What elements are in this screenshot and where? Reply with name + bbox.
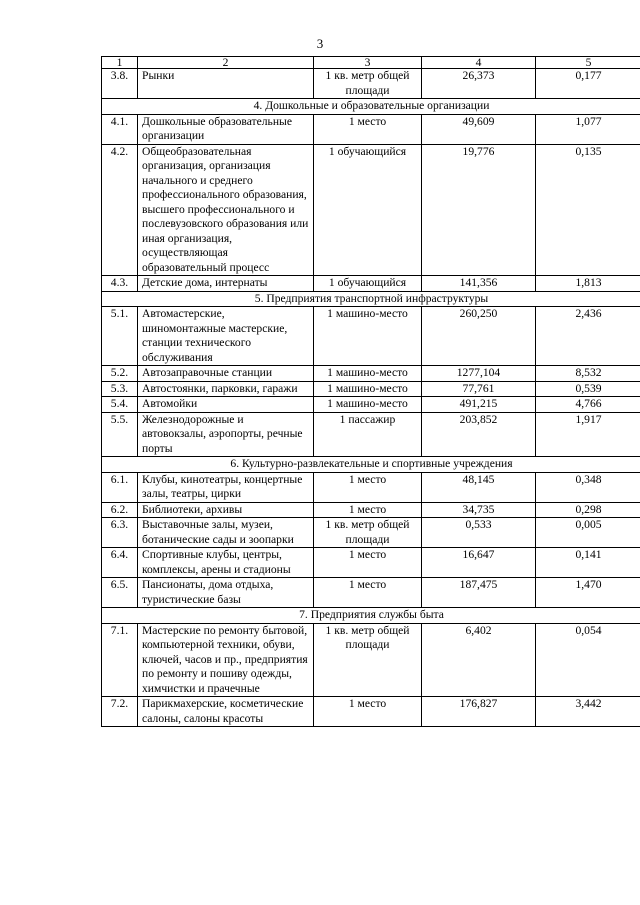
section-title: 6. Культурно-развлекательные и спортивные учреждения (102, 457, 640, 473)
section-title: 4. Дошкольные и образовательные организации (102, 99, 640, 115)
unit-cell: 1 кв. метр общей площади (314, 518, 422, 548)
value-col5-cell: 1,917 (536, 412, 640, 457)
object-type-cell: Спортивные клубы, центры, комплексы, арены и стадионы (138, 548, 314, 578)
section-header-row (102, 457, 640, 473)
table-row (102, 397, 640, 413)
row-number-cell: 6.1. (102, 472, 138, 502)
value-col5-cell: 3,442 (536, 697, 640, 727)
value-col5-cell: 1,813 (536, 276, 640, 292)
object-type-cell: Клубы, кинотеатры, концертные залы, театры, цирки (138, 472, 314, 502)
row-number-cell: 6.2. (102, 502, 138, 518)
value-col5-cell: 2,436 (536, 307, 640, 366)
object-type-cell: Автозаправочные станции (138, 366, 314, 382)
unit-cell: 1 место (314, 548, 422, 578)
table-row (102, 381, 640, 397)
value-col5-cell: 1,470 (536, 578, 640, 608)
value-col4-cell: 176,827 (422, 697, 536, 727)
value-col5-cell: 0,005 (536, 518, 640, 548)
value-col5-cell: 0,141 (536, 548, 640, 578)
object-type-cell: Автомойки (138, 397, 314, 413)
table-header-row (102, 57, 640, 69)
unit-cell: 1 кв. метр общей площади (314, 623, 422, 697)
object-type-cell: Библиотеки, архивы (138, 502, 314, 518)
row-number-cell: 6.4. (102, 548, 138, 578)
header-cell: 2 (138, 57, 314, 69)
table-row (102, 623, 640, 697)
unit-cell: 1 машино-место (314, 366, 422, 382)
value-col5-cell: 0,539 (536, 381, 640, 397)
unit-cell: 1 машино-место (314, 307, 422, 366)
value-col4-cell: 203,852 (422, 412, 536, 457)
value-col4-cell: 141,356 (422, 276, 536, 292)
header-cell: 4 (422, 57, 536, 69)
object-type-cell: Парикмахерские, косметические салоны, салоны красоты (138, 697, 314, 727)
row-number-cell: 5.4. (102, 397, 138, 413)
value-col4-cell: 34,735 (422, 502, 536, 518)
value-col5-cell: 0,177 (536, 69, 640, 99)
header-cell: 1 (102, 57, 138, 69)
table-row (102, 578, 640, 608)
table-row (102, 697, 640, 727)
section-header-row (102, 99, 640, 115)
value-col4-cell: 77,761 (422, 381, 536, 397)
section-header-row (102, 291, 640, 307)
value-col5-cell: 4,766 (536, 397, 640, 413)
value-col5-cell: 0,135 (536, 144, 640, 276)
header-cell: 3 (314, 57, 422, 69)
table-row (102, 366, 640, 382)
unit-cell: 1 место (314, 114, 422, 144)
object-type-cell: Железнодорожные и автовокзалы, аэропорты, речные порты (138, 412, 314, 457)
table-row (102, 144, 640, 276)
unit-cell: 1 обучающийся (314, 276, 422, 292)
table-row (102, 69, 640, 99)
section-header-row (102, 608, 640, 624)
value-col4-cell: 187,475 (422, 578, 536, 608)
table-row (102, 114, 640, 144)
object-type-cell: Пансионаты, дома отдыха, туристические базы (138, 578, 314, 608)
value-col4-cell: 26,373 (422, 69, 536, 99)
value-col5-cell: 0,298 (536, 502, 640, 518)
object-type-cell: Автомастерские, шиномонтажные мастерские, станции технического обслуживания (138, 307, 314, 366)
table-row (102, 548, 640, 578)
row-number-cell: 6.5. (102, 578, 138, 608)
header-cell: 5 (536, 57, 640, 69)
unit-cell: 1 место (314, 502, 422, 518)
row-number-cell: 4.3. (102, 276, 138, 292)
row-number-cell: 6.3. (102, 518, 138, 548)
value-col4-cell: 1277,104 (422, 366, 536, 382)
table-row (102, 307, 640, 366)
value-col4-cell: 19,776 (422, 144, 536, 276)
value-col5-cell: 1,077 (536, 114, 640, 144)
object-type-cell: Автостоянки, парковки, гаражи (138, 381, 314, 397)
value-col5-cell: 0,054 (536, 623, 640, 697)
object-type-cell: Мастерские по ремонту бытовой, компьютерной техники, обуви, ключей, часов и пр., предприятия по ремонту и пошиву одежды, химчистки и прачечные (138, 623, 314, 697)
unit-cell: 1 кв. метр общей площади (314, 69, 422, 99)
page-number: 3 (316, 36, 324, 51)
unit-cell: 1 место (314, 578, 422, 608)
object-type-cell: Выставочные залы, музеи, ботанические сады и зоопарки (138, 518, 314, 548)
table-row (102, 472, 640, 502)
section-title: 5. Предприятия транспортной инфраструктуры (102, 291, 640, 307)
norms-table (101, 56, 640, 727)
row-number-cell: 7.2. (102, 697, 138, 727)
row-number-cell: 5.2. (102, 366, 138, 382)
unit-cell: 1 машино-место (314, 381, 422, 397)
unit-cell: 1 машино-место (314, 397, 422, 413)
value-col5-cell: 0,348 (536, 472, 640, 502)
section-title: 7. Предприятия службы быта (102, 608, 640, 624)
row-number-cell: 7.1. (102, 623, 138, 697)
value-col4-cell: 16,647 (422, 548, 536, 578)
unit-cell: 1 место (314, 472, 422, 502)
object-type-cell: Детские дома, интернаты (138, 276, 314, 292)
table-row (102, 502, 640, 518)
row-number-cell: 5.1. (102, 307, 138, 366)
value-col4-cell: 491,215 (422, 397, 536, 413)
table-row (102, 518, 640, 548)
object-type-cell: Рынки (138, 69, 314, 99)
row-number-cell: 4.1. (102, 114, 138, 144)
table-row (102, 276, 640, 292)
row-number-cell: 5.3. (102, 381, 138, 397)
row-number-cell: 3.8. (102, 69, 138, 99)
value-col5-cell: 8,532 (536, 366, 640, 382)
value-col4-cell: 0,533 (422, 518, 536, 548)
value-col4-cell: 260,250 (422, 307, 536, 366)
value-col4-cell: 49,609 (422, 114, 536, 144)
row-number-cell: 5.5. (102, 412, 138, 457)
object-type-cell: Общеобразовательная организация, организация начального и среднего профессионального образования, высшего профессионального и послевузовского образования или иная организация, осуществляющая образовательный процесс (138, 144, 314, 276)
object-type-cell: Дошкольные образовательные организации (138, 114, 314, 144)
unit-cell: 1 пассажир (314, 412, 422, 457)
table-row (102, 412, 640, 457)
unit-cell: 1 место (314, 697, 422, 727)
value-col4-cell: 6,402 (422, 623, 536, 697)
row-number-cell: 4.2. (102, 144, 138, 276)
value-col4-cell: 48,145 (422, 472, 536, 502)
unit-cell: 1 обучающийся (314, 144, 422, 276)
